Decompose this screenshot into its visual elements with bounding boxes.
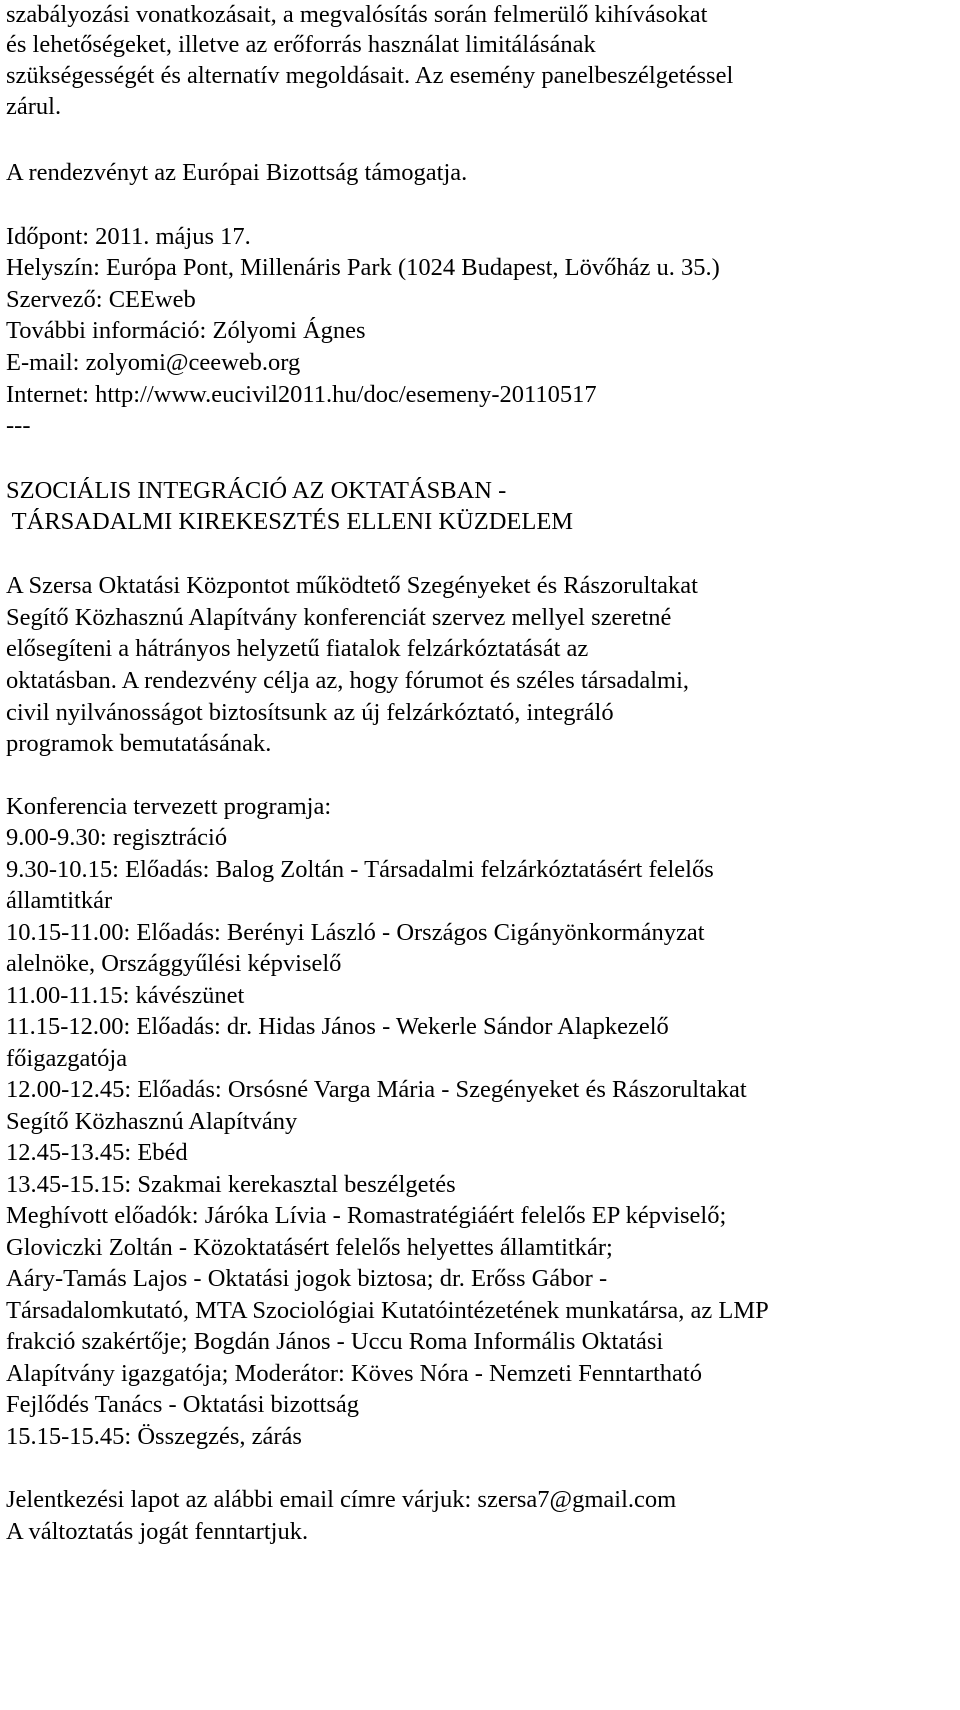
event-internet: Internet: http://www.eucivil2011.hu/doc/esemeny-20110517 bbox=[6, 381, 597, 408]
program-line: 12.00-12.45: Előadás: Orsósné Varga Mária - Szegényeket és Rászorultakat bbox=[6, 1076, 747, 1103]
event-contact: További információ: Zólyomi Ágnes bbox=[6, 317, 366, 344]
program-line: 15.15-15.45: Összegzés, zárás bbox=[6, 1423, 302, 1450]
event-venue: Helyszín: Európa Pont, Millenáris Park (1024 Budapest, Lövőház u. 35.) bbox=[6, 254, 720, 281]
program-line: 11.15-12.00: Előadás: dr. Hidas János - Wekerle Sándor Alapkezelő bbox=[6, 1013, 669, 1040]
event-title-line2: TÁRSADALMI KIREKESZTÉS ELLENI KÜZDELEM bbox=[6, 508, 574, 535]
program-line: Segítő Közhasznú Alapítvány bbox=[6, 1108, 298, 1135]
intro-line: szükségességét és alternatív megoldásait. Az esemény panelbeszélgetéssel bbox=[6, 62, 734, 89]
program-line: államtitkár bbox=[6, 887, 113, 914]
program-line: 10.15-11.00: Előadás: Berényi László - Országos Cigányönkormányzat bbox=[6, 919, 705, 946]
program-line: 9.30-10.15: Előadás: Balog Zoltán - Társadalmi felzárkóztatásért felelős bbox=[6, 856, 714, 883]
event-email: E-mail: zolyomi@ceeweb.org bbox=[6, 349, 301, 376]
program-line: 12.45-13.45: Ebéd bbox=[6, 1139, 188, 1166]
support-statement: A rendezvényt az Európai Bizottság támogatja. bbox=[6, 159, 468, 186]
section-separator: --- bbox=[6, 412, 31, 439]
program-line: Társadalomkutató, MTA Szociológiai Kutatóintézetének munkatársa, az LMP bbox=[6, 1297, 769, 1324]
program-line: Fejlődés Tanács - Oktatási bizottság bbox=[6, 1391, 360, 1418]
program-heading: Konferencia tervezett programja: bbox=[6, 793, 332, 820]
program-line: 9.00-9.30: regisztráció bbox=[6, 824, 228, 851]
event-date: Időpont: 2011. május 17. bbox=[6, 223, 251, 250]
intro-line: zárul. bbox=[6, 93, 62, 120]
program-line: Alapítvány igazgatója; Moderátor: Köves Nóra - Nemzeti Fenntartható bbox=[6, 1360, 702, 1387]
description-line: Segítő Közhasznú Alapítvány konferenciát szervez mellyel szeretné bbox=[6, 604, 672, 631]
intro-line: és lehetőségeket, illetve az erőforrás használat limitálásának bbox=[6, 31, 596, 58]
program-line: főigazgatója bbox=[6, 1045, 128, 1072]
disclaimer: A változtatás jogát fenntartjuk. bbox=[6, 1518, 309, 1545]
event-organizer: Szervező: CEEweb bbox=[6, 286, 196, 313]
program-line: 11.00-11.15: kávészünet bbox=[6, 982, 245, 1009]
description-line: programok bemutatásának. bbox=[6, 730, 272, 757]
program-line: Meghívott előadók: Járóka Lívia - Romastratégiáért felelős EP képviselő; bbox=[6, 1202, 727, 1229]
program-line: Gloviczki Zoltán - Közoktatásért felelős helyettes államtitkár; bbox=[6, 1234, 613, 1261]
event-title-line1: SZOCIÁLIS INTEGRÁCIÓ AZ OKTATÁSBAN - bbox=[6, 477, 507, 504]
program-line: alelnöke, Országgyűlési képviselő bbox=[6, 950, 342, 977]
program-line: frakció szakértője; Bogdán János - Uccu Roma Informális Oktatási bbox=[6, 1328, 664, 1355]
program-line: 13.45-15.15: Szakmai kerekasztal beszélgetés bbox=[6, 1171, 456, 1198]
description-line: elősegíteni a hátrányos helyzetű fiatalok felzárkóztatását az bbox=[6, 635, 589, 662]
registration-note: Jelentkezési lapot az alábbi email címre várjuk: szersa7@gmail.com bbox=[6, 1486, 677, 1513]
description-line: civil nyilvánosságot biztosítsunk az új felzárkóztató, integráló bbox=[6, 699, 614, 726]
description-line: A Szersa Oktatási Központot működtető Szegényeket és Rászorultakat bbox=[6, 572, 698, 599]
program-line: Aáry-Tamás Lajos - Oktatási jogok biztosa; dr. Erőss Gábor - bbox=[6, 1265, 608, 1292]
description-line: oktatásban. A rendezvény célja az, hogy fórumot és széles társadalmi, bbox=[6, 667, 690, 694]
intro-line: szabályozási vonatkozásait, a megvalósítás során felmerülő kihívásokat bbox=[6, 1, 708, 28]
